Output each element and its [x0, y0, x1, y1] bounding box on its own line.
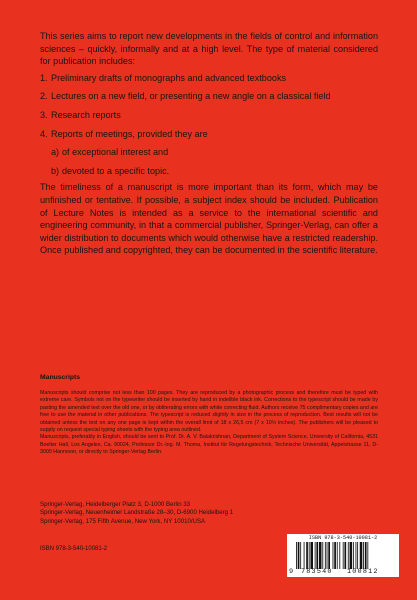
barcode-bar	[300, 542, 301, 569]
series-description	[40, 30, 378, 257]
intro-lead: This series aims to report new developments in the fields of control and information sciences – quickly, informally and at a high level. The type of material considered for publication includes:	[40, 31, 378, 67]
barcode-isbn-label: ISBN 978-3-540-10081-2	[308, 535, 378, 541]
barcode-bar	[365, 542, 367, 569]
barcode-bar	[333, 542, 334, 569]
barcode-bar	[360, 542, 363, 569]
barcode-bar	[356, 542, 357, 569]
barcode-bar	[350, 542, 353, 569]
list-item: 2. Lectures on a new field, or presenting a new angle on a classical field	[40, 91, 331, 102]
meeting-conditions-list	[40, 146, 378, 177]
isbn-text: ISBN 978-3-540-10081-2	[40, 546, 108, 552]
barcode-bar	[309, 542, 310, 569]
barcode-bar	[344, 542, 346, 569]
barcode-bar	[353, 542, 354, 569]
barcode-bar	[327, 542, 328, 569]
barcode-bar	[328, 542, 330, 569]
barcode-bars	[295, 542, 395, 569]
address-line: Springer-Verlag, Heidelberger Platz 3, D-1000 Berlin 33	[40, 501, 191, 508]
barcode-bar	[363, 542, 364, 569]
barcode-bar	[298, 542, 300, 569]
barcode-bar	[296, 542, 297, 569]
intro-closing: The timeliness of a manuscript is more important than its form, which may be unfinished or tentative. If possible, a subject index should be included. Publication of Lecture Notes is intended as a service to the international scientific and engineering community, in that a commercial publisher, Springer-Verlag, can offer a wider distribution to documents which would otherwise have a restricted readership. Once published and copyrighted, they can be documented in the scientific literature.	[40, 182, 378, 256]
barcode-bar	[315, 542, 316, 569]
barcode-bar	[334, 542, 336, 569]
material-list	[40, 72, 378, 140]
barcode-bar	[316, 542, 318, 569]
manuscripts-heading: Manuscripts	[40, 374, 81, 381]
address-line: Springer-Verlag, Neuenheimer Landstraße 28–30, D-6900 Heidelberg 1	[40, 509, 234, 517]
barcode	[287, 534, 399, 577]
barcode-bar	[367, 542, 368, 569]
barcode-bar	[319, 542, 322, 569]
list-item: 4. Reports of meetings, provided they are	[40, 128, 208, 139]
barcode-digit-group-2: 100812	[347, 568, 379, 576]
barcode-bar	[343, 542, 344, 569]
barcode-bar	[357, 542, 358, 569]
publisher-addresses	[40, 501, 370, 526]
list-item: 1. Preliminary drafts of monographs and advanced textbooks	[40, 72, 287, 83]
barcode-bar	[337, 542, 338, 569]
barcode-bar	[348, 542, 349, 569]
barcode-bar	[339, 542, 340, 569]
address-line: Springer-Verlag, 175 Fifth Avenue, New York, NY 10010/USA	[40, 517, 206, 525]
barcode-bar	[310, 542, 313, 569]
manuscripts-section	[40, 374, 378, 457]
barcode-bar	[306, 542, 308, 569]
barcode-bar	[325, 542, 326, 569]
list-item: 3. Research reports	[40, 109, 121, 120]
barcode-bar	[304, 542, 305, 569]
list-item: b) devoted to a specific topic.	[51, 165, 170, 176]
barcode-digit-group-1: 783540	[301, 568, 333, 576]
manuscripts-para-2: Manuscripts, preferably in English, should be sent to Prof. Dr. A. V. Balakrishnan, Department of System Science, University of California, 4531 Boelter Hall, Los Angeles, Ca. 90024, Professor Dr.-Ing. M. Thoma, Institut für Regelungstechnik, Technische Universität, Appelstrasse 11, D-3000 Hannover, or directly to Springer-Verlag Berlin.	[40, 434, 378, 456]
manuscripts-para-1: Manuscripts should comprise not less than 100 pages. They are reproduced by a photographic process and therefore must be typed with extreme care. Symbols not on the typewriter should be inserted by hand in indelible black ink. Corrections to the typescript should be made by pasting the amended text over the old one, or by obliterating errors with white correcting fluid. Authors receive 75 complimentary copies and are free to use the material in other publications. The typescript is reduced slightly in size in the process of reproduction. Best results will not be obtained unless the text on any one page is kept within the overall limit of 18 x 26,5 cm (7 x 10½ inches). The publishers will be pleased to supply on request special typing sheets with the typing area outlined.	[40, 390, 378, 434]
barcode-bar	[322, 542, 323, 569]
barcode-lead-digit: 9	[289, 568, 294, 576]
list-item: a) of exceptional interest and	[51, 147, 169, 158]
